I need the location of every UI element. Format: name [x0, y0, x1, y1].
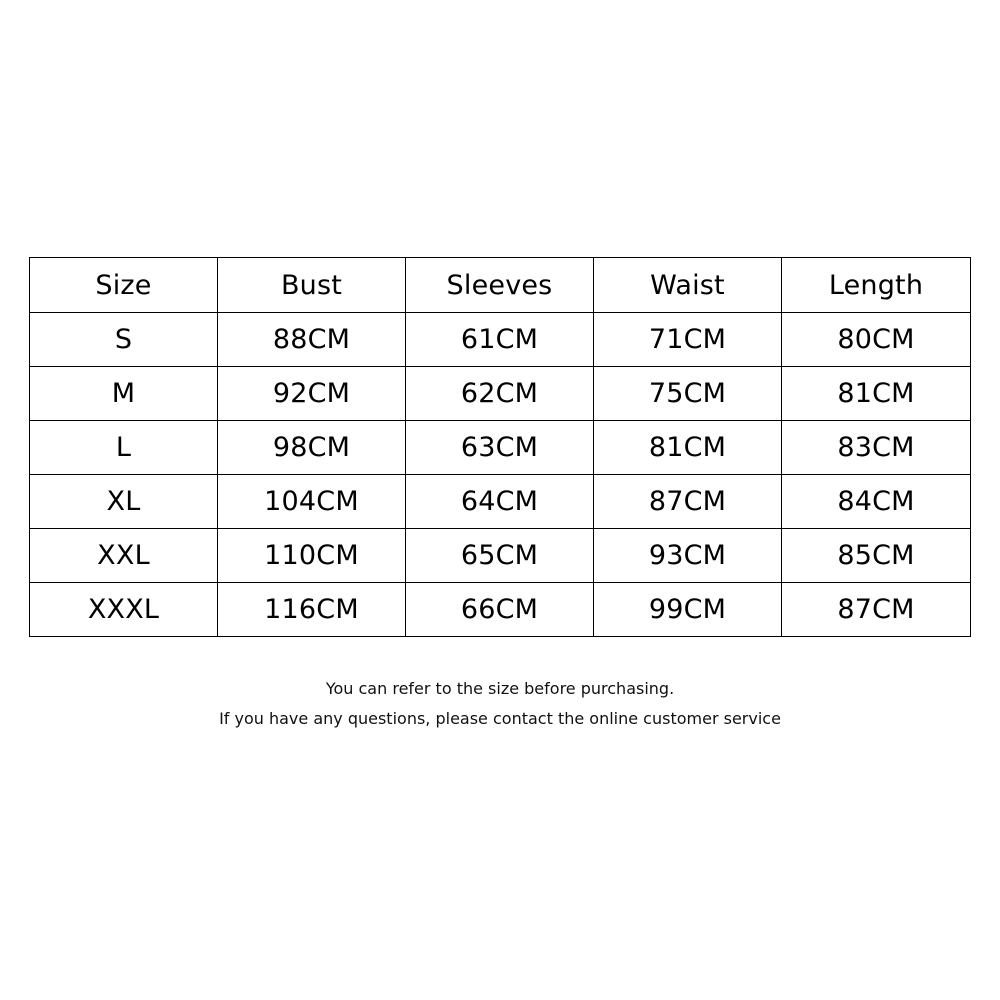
- cell-length: 83CM: [782, 421, 971, 475]
- cell-length: 87CM: [782, 583, 971, 637]
- cell-size: L: [30, 421, 218, 475]
- cell-waist: 87CM: [594, 475, 782, 529]
- cell-length: 84CM: [782, 475, 971, 529]
- cell-waist: 75CM: [594, 367, 782, 421]
- table-row: [30, 475, 971, 529]
- table-row: [30, 367, 971, 421]
- header-waist: Waist: [594, 258, 782, 313]
- table-row: [30, 313, 971, 367]
- cell-size: XL: [30, 475, 218, 529]
- cell-length: 81CM: [782, 367, 971, 421]
- cell-size: M: [30, 367, 218, 421]
- cell-bust: 92CM: [218, 367, 406, 421]
- cell-waist: 93CM: [594, 529, 782, 583]
- cell-length: 80CM: [782, 313, 971, 367]
- cell-sleeves: 61CM: [406, 313, 594, 367]
- table-header-row: [30, 258, 971, 313]
- cell-bust: 116CM: [218, 583, 406, 637]
- table-row: [30, 421, 971, 475]
- cell-bust: 104CM: [218, 475, 406, 529]
- customer-service-note: If you have any questions, please contact the online customer service: [219, 709, 781, 728]
- cell-length: 85CM: [782, 529, 971, 583]
- cell-sleeves: 62CM: [406, 367, 594, 421]
- table-row: [30, 529, 971, 583]
- header-bust: Bust: [218, 258, 406, 313]
- header-length: Length: [782, 258, 971, 313]
- cell-size: XXL: [30, 529, 218, 583]
- cell-bust: 88CM: [218, 313, 406, 367]
- cell-sleeves: 65CM: [406, 529, 594, 583]
- header-size: Size: [30, 258, 218, 313]
- cell-size: XXXL: [30, 583, 218, 637]
- cell-waist: 81CM: [594, 421, 782, 475]
- cell-bust: 110CM: [218, 529, 406, 583]
- cell-size: S: [30, 313, 218, 367]
- cell-waist: 99CM: [594, 583, 782, 637]
- table-row: [30, 583, 971, 637]
- size-reference-note: You can refer to the size before purchasing.: [325, 679, 675, 698]
- cell-bust: 98CM: [218, 421, 406, 475]
- cell-sleeves: 64CM: [406, 475, 594, 529]
- cell-sleeves: 66CM: [406, 583, 594, 637]
- size-chart-table: [29, 257, 971, 637]
- cell-sleeves: 63CM: [406, 421, 594, 475]
- header-sleeves: Sleeves: [406, 258, 594, 313]
- cell-waist: 71CM: [594, 313, 782, 367]
